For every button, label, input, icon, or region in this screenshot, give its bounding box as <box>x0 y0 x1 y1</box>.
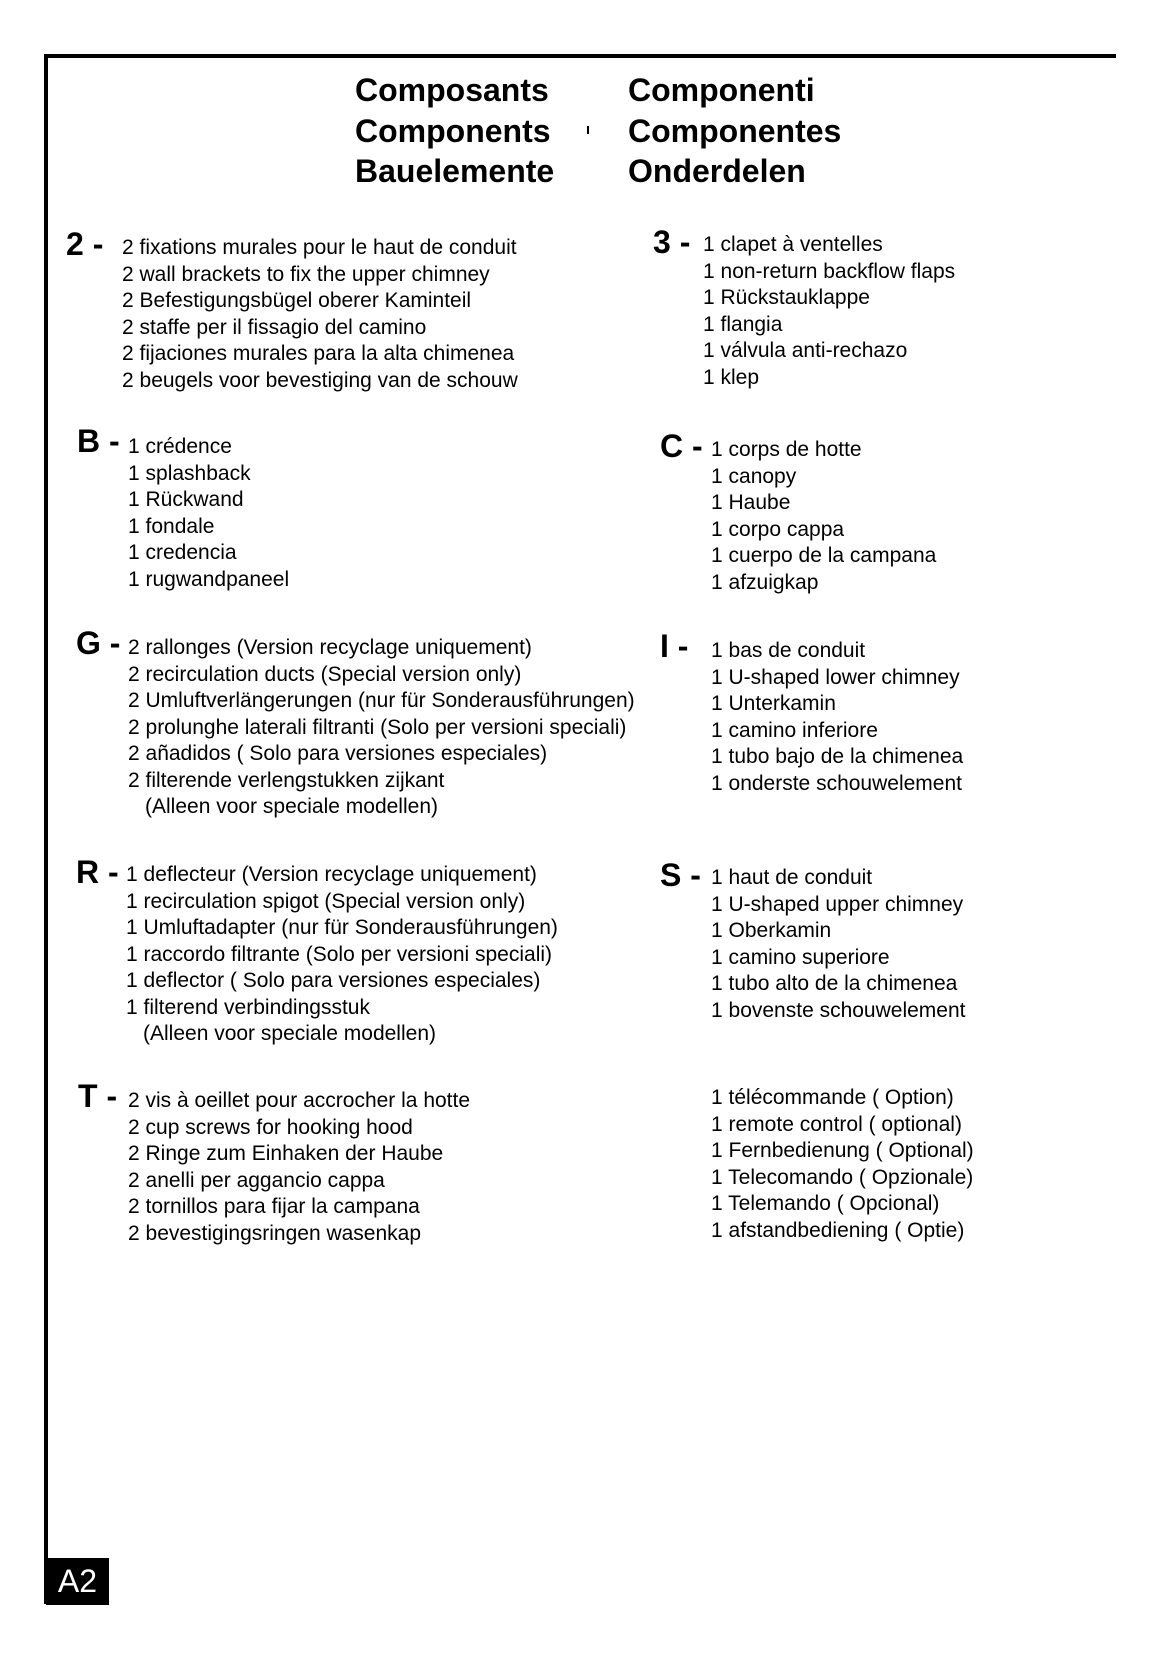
list-item: 1 bovenste schouwelement <box>711 998 966 1022</box>
list-item: 1 splashback <box>128 461 251 485</box>
list-item: 1 filterend verbindingsstuk <box>126 995 370 1019</box>
list-item: 2 wall brackets to fix the upper chimney <box>122 262 490 286</box>
section-b-marker: B - <box>77 423 120 459</box>
list-item: 1 afstandbediening ( Optie) <box>711 1218 965 1242</box>
section-c-marker: C - <box>660 428 703 464</box>
list-item: 2 staffe per il fissagio del camino <box>122 315 427 339</box>
list-item: 1 klep <box>703 365 760 389</box>
list-item: 2 Befestigungsbügel oberer Kaminteil <box>122 289 472 312</box>
heading-english: Components <box>355 112 551 149</box>
list-item: 1 U-shaped upper chimney <box>711 892 964 916</box>
list-item: 2 anelli per aggancio cappa <box>128 1168 385 1192</box>
section-s-marker: S - <box>660 857 701 893</box>
list-item: 2 cup screws for hooking hood <box>128 1115 413 1139</box>
list-item: 2 fixations murales pour le haut de conduit <box>122 236 517 259</box>
heading-italian: Componenti <box>628 72 815 108</box>
list-item: 1 fondale <box>128 514 215 538</box>
list-item: 1 télécommande ( Option) <box>711 1086 954 1109</box>
section-i-items <box>711 638 963 797</box>
section-b-items <box>128 434 289 593</box>
list-item: 1 recirculation spigot (Special version only) <box>126 889 526 913</box>
heading-left <box>355 70 554 192</box>
list-item: 2 bevestigingsringen wasenkap <box>128 1221 422 1245</box>
list-item: 1 haut de conduit <box>711 866 873 889</box>
list-item: 1 Telecomando ( Opzionale) <box>711 1165 974 1189</box>
list-item: 1 clapet à ventelles <box>703 233 883 256</box>
list-item: 1 camino inferiore <box>711 718 878 742</box>
list-item: 1 Unterkamin <box>711 692 836 715</box>
list-item: 1 válvula anti-rechazo <box>703 339 908 362</box>
list-item: 1 Fernbedienung ( Optional) <box>711 1139 974 1162</box>
list-item: 2 añadidos ( Solo para versiones especiales) <box>128 742 548 765</box>
section-s-items <box>711 865 966 1024</box>
heading-german: Bauelemente <box>355 153 555 189</box>
list-item: 1 cuerpo de la campana <box>711 544 937 567</box>
section-3-items <box>703 232 955 391</box>
section-g-items <box>128 635 635 821</box>
heading-right <box>628 70 841 192</box>
section-remote-items <box>711 1085 974 1244</box>
section-3-marker: 3 - <box>653 224 691 260</box>
list-item: 2 prolunghe laterali filtranti (Solo per versioni speciali) <box>128 715 627 739</box>
list-item: 1 afzuigkap <box>711 570 819 594</box>
heading-tick-mark <box>587 126 589 134</box>
list-item: 1 rugwandpaneel <box>128 567 290 591</box>
page-number-badge: A2 <box>46 1558 109 1605</box>
list-item: 2 rallonges (Version recyclage uniquement) <box>128 636 532 659</box>
section-c-items <box>711 437 936 596</box>
list-item: 2 Ringe zum Einhaken der Haube <box>128 1142 444 1165</box>
left-border-rule <box>44 54 48 1604</box>
list-item: 1 credencia <box>128 541 237 564</box>
list-item: 1 non-return backflow flaps <box>703 259 956 283</box>
list-item: 1 tubo bajo de la chimenea <box>711 745 964 768</box>
list-item: 1 camino superiore <box>711 945 890 969</box>
section-2-items <box>122 235 518 394</box>
list-item: 1 Umluftadapter (nur für Sonderausführungen) <box>126 916 558 939</box>
list-item: 1 Rückstauklappe <box>703 286 870 309</box>
list-item-note: (Alleen voor speciale modellen) <box>143 1022 436 1045</box>
list-item: 1 deflecteur (Version recyclage uniquement) <box>126 863 537 886</box>
list-item: 1 corps de hotte <box>711 438 862 461</box>
list-item: 1 remote control ( optional) <box>711 1112 962 1136</box>
top-border-rule <box>44 54 1116 58</box>
list-item: 1 onderste schouwelement <box>711 771 962 795</box>
section-i-marker: I - <box>660 628 689 664</box>
list-item: 1 bas de conduit <box>711 639 866 662</box>
list-item: 1 U-shaped lower chimney <box>711 665 960 689</box>
list-item: 1 Haube <box>711 491 791 514</box>
list-item: 2 recirculation ducts (Special version only) <box>128 662 522 686</box>
section-t-items <box>128 1088 470 1247</box>
list-item: 1 Telemando ( Opcional) <box>711 1192 940 1215</box>
list-item: 1 flangia <box>703 312 783 336</box>
heading-spanish: Componentes <box>628 112 842 149</box>
list-item: 2 beugels voor bevestiging van de schouw <box>122 368 518 392</box>
section-g-marker: G - <box>76 625 121 661</box>
heading-dutch: Onderdelen <box>628 153 806 189</box>
section-r-marker: R - <box>76 854 119 890</box>
list-item: 1 deflector ( Solo para versiones especiales) <box>126 969 541 992</box>
list-item: 2 tornillos para fijar la campana <box>128 1195 420 1218</box>
list-item: 2 fijaciones murales para la alta chimenea <box>122 342 515 365</box>
section-t-marker: T - <box>78 1078 118 1114</box>
list-item: 1 canopy <box>711 464 797 488</box>
list-item: 2 filterende verlengstukken zijkant <box>128 768 445 792</box>
section-2-marker: 2 - <box>66 226 104 262</box>
list-item: 2 Umluftverlängerungen (nur für Sonderausführungen) <box>128 689 635 712</box>
list-item: 2 vis à oeillet pour accrocher la hotte <box>128 1089 471 1112</box>
list-item: 1 crédence <box>128 435 232 458</box>
list-item: 1 tubo alto de la chimenea <box>711 972 958 995</box>
section-r-items <box>126 862 558 1048</box>
list-item-note: (Alleen voor speciale modellen) <box>145 795 438 818</box>
list-item: 1 corpo cappa <box>711 517 845 541</box>
list-item: 1 Rückwand <box>128 488 244 511</box>
list-item: 1 raccordo filtrante (Solo per versioni speciali) <box>126 942 553 966</box>
heading-french: Composants <box>355 72 549 108</box>
list-item: 1 Oberkamin <box>711 919 832 942</box>
